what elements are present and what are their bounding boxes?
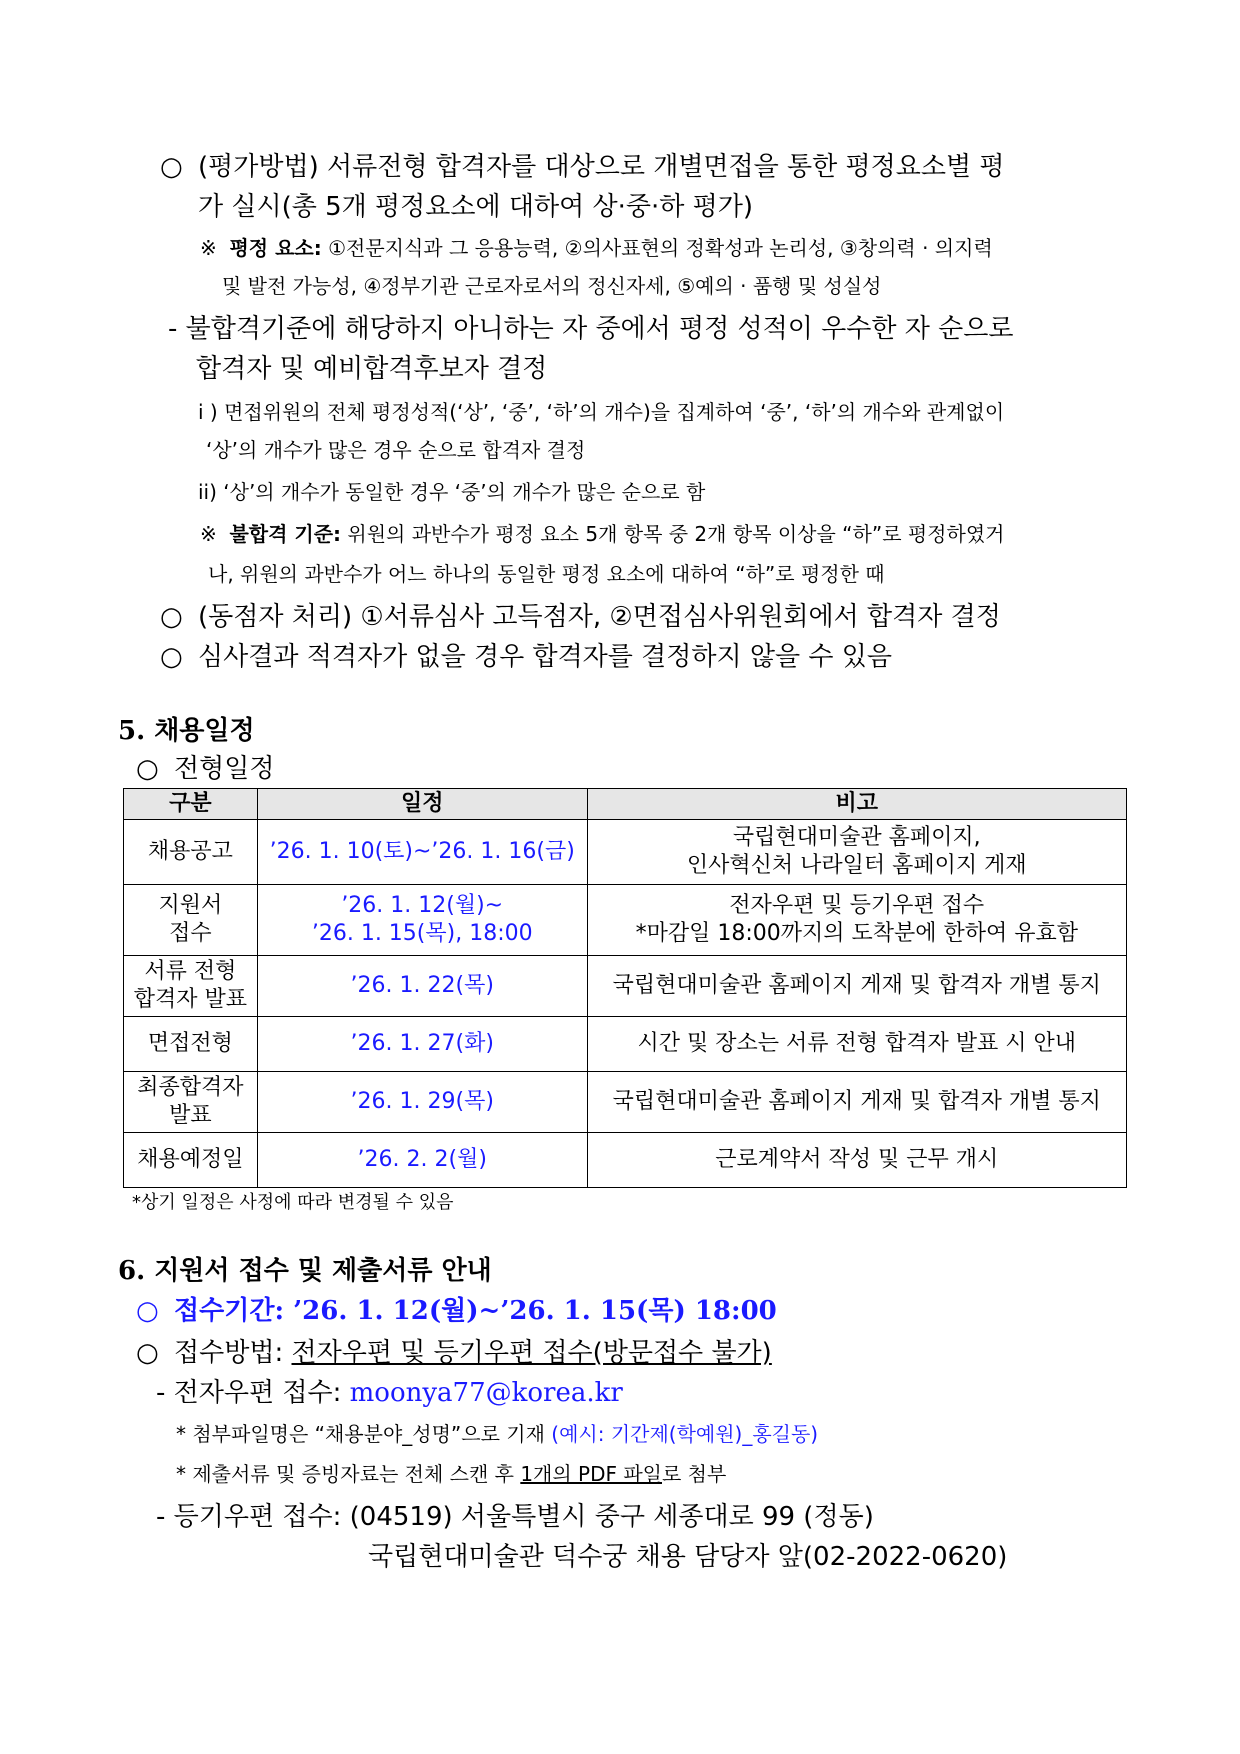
row-category: 최종합격자 발표	[124, 1072, 258, 1133]
circle-bullet-icon: ○	[136, 754, 159, 784]
circle-bullet-icon: ○	[136, 1338, 159, 1368]
schedule-footnote: *상기 일정은 사정에 따라 변경될 수 있음	[132, 1192, 454, 1213]
header-schedule: 일정	[257, 789, 587, 820]
row-date: ’26. 2. 2(월)	[257, 1133, 587, 1188]
header-category: 구분	[124, 789, 258, 820]
row-category: 채용공고	[124, 820, 258, 885]
email-link[interactable]: moonya77@korea.kr	[349, 1378, 623, 1408]
reference-mark-icon: ※	[200, 522, 217, 546]
attachment-example: (예시: 기간제(학예원)_홍길동)	[551, 1422, 819, 1446]
row-date: ’26. 1. 22(목)	[257, 956, 587, 1017]
row-note: 근로계약서 작성 및 근무 개시	[587, 1133, 1126, 1188]
reference-mark-icon: ※	[200, 236, 217, 260]
pass-criteria-line-2: 합격자 및 예비합격후보자 결정	[196, 354, 548, 384]
row-date: ’26. 1. 12(월)~ ’26. 1. 15(목), 18:00	[257, 885, 587, 956]
pdf-requirement: 1개의 PDF 파일	[520, 1462, 662, 1486]
row-category: 서류 전형 합격자 발표	[124, 956, 258, 1017]
eval-method-line-1: ○ (평가방법) 서류전형 합격자를 대상으로 개별면접을 통한 평정요소별 평	[160, 152, 1005, 182]
registered-mail-address: - 등기우편 접수: (04519) 서울특별시 중구 세종대로 99 (정동)	[156, 1502, 874, 1532]
section-6-title: 6. 지원서 접수 및 제출서류 안내	[118, 1256, 492, 1286]
header-remarks: 비고	[587, 789, 1126, 820]
eval-elements-label: 평정 요소:	[229, 236, 322, 260]
eval-elements-note-line-2: 및 발전 가능성, ④정부기관 근로자로서의 정신자세, ⑤예의 · 품행 및 성실성	[222, 274, 882, 298]
application-period: ○ 접수기간: ’26. 1. 12(월)~’26. 1. 15(목) 18:00	[136, 1296, 777, 1326]
tie-break-line: ○ (동점자 처리) ①서류심사 고득점자, ②면접심사위원회에서 합격자 결정	[160, 602, 1001, 632]
row-category: 면접전형	[124, 1017, 258, 1072]
row-date: ’26. 1. 10(토)~’26. 1. 16(금)	[257, 820, 587, 885]
row-note: 국립현대미술관 홈페이지 게재 및 합격자 개별 통지	[587, 1072, 1126, 1133]
table-row	[124, 885, 1127, 956]
schedule-table	[123, 788, 1127, 1188]
row-category: 지원서 접수	[124, 885, 258, 956]
row-category: 채용예정일	[124, 1133, 258, 1188]
row-date: ’26. 1. 29(목)	[257, 1072, 587, 1133]
application-method-value: 전자우편 및 등기우편 접수(방문접수 불가)	[291, 1338, 772, 1368]
application-method: ○ 접수방법: 전자우편 및 등기우편 접수(방문접수 불가)	[136, 1338, 772, 1368]
table-row	[124, 820, 1127, 885]
circle-bullet-icon: ○	[136, 1296, 159, 1326]
table-row	[124, 1133, 1127, 1188]
fail-criteria-label: 불합격 기준:	[229, 522, 342, 546]
table-row	[124, 956, 1127, 1017]
eval-elements-note-line-1: ※ 평정 요소: ①전문지식과 그 응용능력, ②의사표현의 정확성과 논리성, ③창의력 · 의지력	[200, 236, 993, 260]
row-note: 시간 및 장소는 서류 전형 합격자 발표 시 안내	[587, 1017, 1126, 1072]
row-date: ’26. 1. 27(화)	[257, 1017, 587, 1072]
scan-note: * 제출서류 및 증빙자료는 전체 스캔 후 1개의 PDF 파일로 첨부	[176, 1462, 727, 1486]
eval-method-line-2: 가 실시(총 5개 평정요소에 대하여 상·중·하 평가)	[198, 192, 754, 222]
row-note: 국립현대미술관 홈페이지, 인사혁신처 나라일터 홈페이지 게재	[587, 820, 1126, 885]
rule-ii: ii) ‘상’의 개수가 동일한 경우 ‘중’의 개수가 많은 순으로 함	[198, 480, 706, 504]
section-5-title: 5. 채용일정	[118, 716, 255, 746]
no-hire-line: ○ 심사결과 적격자가 없을 경우 합격자를 결정하지 않을 수 있음	[160, 642, 893, 672]
row-note: 전자우편 및 등기우편 접수 *마감일 18:00까지의 도착분에 한하여 유효함	[587, 885, 1126, 956]
table-row	[124, 1017, 1127, 1072]
table-row	[124, 1072, 1127, 1133]
schedule-subtitle: ○ 전형일정	[136, 754, 275, 784]
circle-bullet-icon: ○	[160, 152, 183, 182]
rule-i-line-2: ‘상’의 개수가 많은 경우 순으로 합격자 결정	[206, 438, 586, 462]
rule-i-line-1: i ) 면접위원의 전체 평정성적(‘상’, ‘중’, ‘하’의 개수)을 집계하여 ‘중’, ‘하’의 개수와 관계없이	[198, 400, 1005, 424]
fail-criteria-line-1: ※ 불합격 기준: 위원의 과반수가 평정 요소 5개 항목 중 2개 항목 이상을 “하”로 평정하였거	[200, 522, 1005, 546]
email-submission: - 전자우편 접수: moonya77@korea.kr	[156, 1378, 623, 1408]
row-note: 국립현대미술관 홈페이지 게재 및 합격자 개별 통지	[587, 956, 1126, 1017]
circle-bullet-icon: ○	[160, 642, 183, 672]
pass-criteria-line-1: - 불합격기준에 해당하지 아니하는 자 중에서 평정 성적이 우수한 자 순으로	[168, 314, 1014, 344]
fail-criteria-line-2: 나, 위원의 과반수가 어느 하나의 동일한 평정 요소에 대하여 “하”로 평정한 때	[208, 562, 885, 586]
attachment-naming-note: * 첨부파일명은 “채용분야_성명”으로 기재 (예시: 기간제(학예원)_홍길동)	[176, 1422, 819, 1446]
table-header-row	[124, 789, 1127, 820]
registered-mail-recipient: 국립현대미술관 덕수궁 채용 담당자 앞(02-2022-0620)	[368, 1542, 1008, 1572]
circle-bullet-icon: ○	[160, 602, 183, 632]
